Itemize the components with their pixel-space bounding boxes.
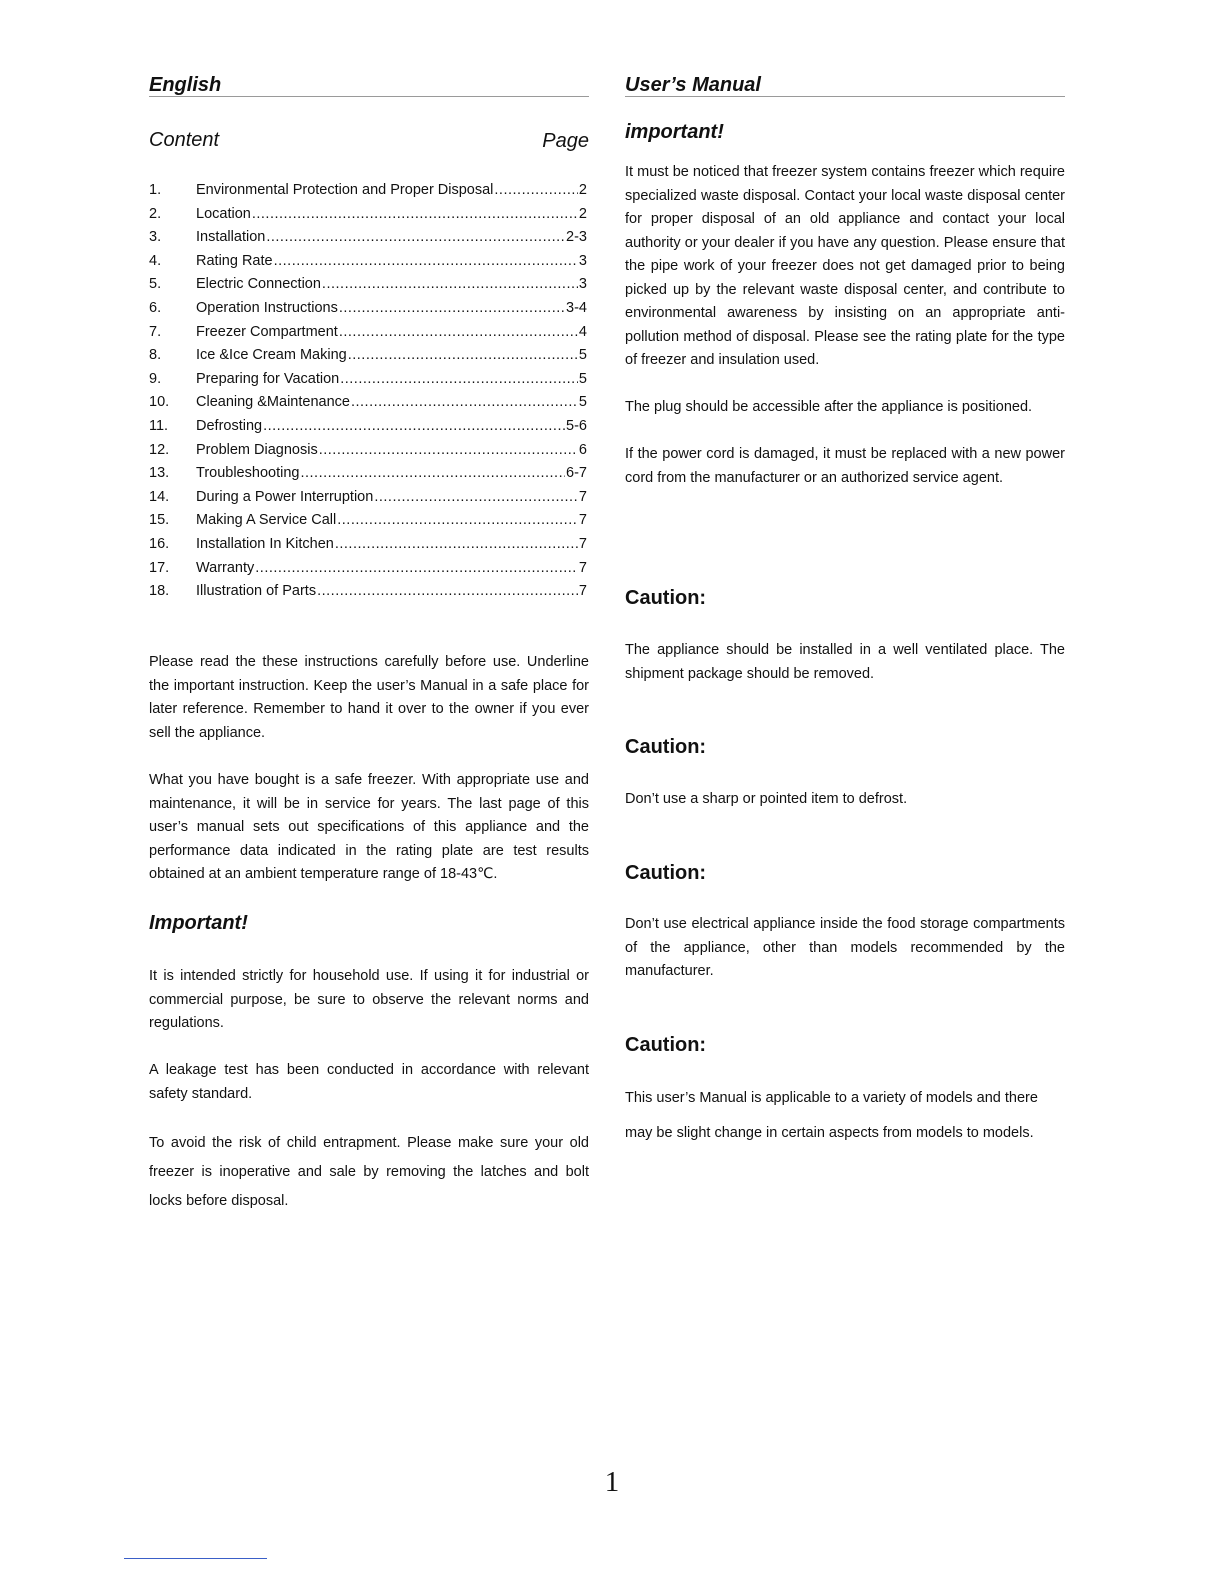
toc-row: [149, 442, 587, 466]
power-cord-paragraph: If the power cord is damaged, it must be replaced with a new power cord from the manufacturer or an authorized service agent.: [625, 446, 1065, 486]
caution-heading-3: Caution:: [625, 862, 707, 884]
header-right-title: User’s Manual: [625, 74, 761, 96]
toc-leader-dots: [335, 536, 578, 552]
header-left-title: English: [149, 74, 222, 96]
toc-number: 18.: [149, 583, 170, 600]
toc-page: 6-7: [566, 465, 587, 482]
toc-number: 5.: [149, 276, 162, 293]
caution-heading-2: Caution:: [625, 736, 707, 758]
toc-page: 7: [578, 583, 587, 600]
toc-number: 7.: [149, 323, 162, 340]
toc-page: 7: [578, 512, 587, 529]
toc-leader-dots: [255, 560, 578, 576]
toc-row: [149, 583, 587, 607]
toc-title: Troubleshooting: [196, 465, 300, 482]
toc-number: 4.: [149, 252, 162, 269]
table-of-contents: [149, 182, 587, 607]
toc-number: 15.: [149, 512, 170, 529]
toc-leader-dots: [252, 206, 578, 222]
toc-title: Defrosting: [196, 417, 263, 434]
toc-leader-dots: [351, 394, 578, 410]
toc-leader-dots: [319, 442, 578, 458]
toc-title: Electric Connection: [196, 276, 321, 293]
toc-row: [149, 229, 587, 253]
toc-row: [149, 465, 587, 489]
footer-link-underline: [124, 1558, 267, 1559]
toc-title: During a Power Interruption: [196, 488, 374, 505]
toc-leader-dots: [322, 276, 578, 292]
toc-number: 17.: [149, 559, 170, 576]
toc-page: 6: [578, 441, 587, 458]
caution-text-3: Don’t use electrical appliance inside the food storage compartments of the appliance, other than models recommended by the manufacturer.: [625, 916, 1065, 979]
toc-leader-dots: [317, 583, 578, 599]
caution-text-1: The appliance should be installed in a well ventilated place. The shipment package should be removed.: [625, 642, 1065, 682]
leakage-test-paragraph: A leakage test has been conducted in accordance with relevant safety standard.: [149, 1062, 589, 1102]
toc-row: [149, 394, 587, 418]
toc-page: 3-4: [566, 299, 587, 316]
toc-leader-dots: [339, 300, 565, 316]
toc-number: 1.: [149, 182, 162, 198]
toc-page: 2: [578, 205, 587, 222]
toc-row: [149, 206, 587, 230]
toc-row: [149, 418, 587, 442]
content-heading: [149, 127, 589, 153]
toc-title: Freezer Compartment: [196, 323, 338, 340]
toc-number: 12.: [149, 441, 170, 458]
toc-title: Operation Instructions: [196, 299, 338, 316]
toc-page: 7: [578, 488, 587, 505]
header-right-rule: [625, 96, 1065, 97]
caution-heading-4: Caution:: [625, 1034, 707, 1056]
toc-title: Installation: [196, 229, 266, 246]
toc-number: 9.: [149, 370, 162, 387]
toc-row: [149, 371, 587, 395]
toc-leader-dots: [348, 347, 578, 363]
plug-paragraph: The plug should be accessible after the appliance is positioned.: [625, 399, 1033, 415]
child-entrapment-paragraph: To avoid the risk of child entrapment. Please make sure your old freezer is inoperative and sale by removing the latches and bolt locks before disposal.: [149, 1135, 589, 1209]
toc-title: Preparing for Vacation: [196, 370, 340, 387]
toc-title: Making A Service Call: [196, 512, 337, 529]
toc-page: 3: [578, 252, 587, 269]
toc-row: [149, 489, 587, 513]
toc-row: [149, 560, 587, 584]
toc-leader-dots: [494, 182, 578, 198]
toc-number: 16.: [149, 535, 170, 552]
caution-heading-1: Caution:: [625, 587, 707, 609]
toc-leader-dots: [337, 512, 578, 528]
toc-number: 13.: [149, 465, 170, 482]
disposal-paragraph: It must be noticed that freezer system contains freezer which require specialized waste disposal. Contact your local waste disposal center for proper disposal of an old appliance and contact your local authority or your dealer if you have any question. Please ensure that the pipe work of your freezer does not get damaged prior to being picked up by the relevant waste disposal center, and contribute to environmental awareness by insisting on an appropriate anti-pollution method of disposal. Please see the rating plate for the type of freezer and insulation used.: [625, 164, 1065, 368]
toc-title: Ice &Ice Cream Making: [196, 347, 347, 364]
caution-text-4-line-1: This user’s Manual is applicable to a variety of models and there: [625, 1090, 1038, 1106]
toc-row: [149, 276, 587, 300]
toc-page: 2: [578, 182, 587, 198]
header-left-rule: [149, 96, 589, 97]
toc-number: 11.: [149, 417, 169, 434]
toc-number: 3.: [149, 229, 162, 246]
content-title: Content: [149, 129, 220, 151]
toc-page: 7: [578, 559, 587, 576]
page-column-label: Page: [542, 130, 589, 152]
toc-title: Problem Diagnosis: [196, 441, 318, 458]
toc-page: 5: [578, 347, 587, 364]
toc-row: [149, 182, 587, 206]
toc-page: 2-3: [566, 229, 587, 246]
toc-page: 5: [578, 394, 587, 411]
caution-text-2: Don’t use a sharp or pointed item to defrost.: [625, 791, 908, 807]
page-number: 1: [604, 1466, 620, 1498]
toc-page: 5: [578, 370, 587, 387]
intro-paragraph: Please read the these instructions carefully before use. Underline the important instruction. Keep the user’s Manual in a safe place for later reference. Remember to hand it over to the owner if you ever sell the appliance.: [149, 654, 589, 741]
household-use-paragraph: It is intended strictly for household use. If using it for industrial or commercial purpose, be sure to observe the relevant norms and regulations.: [149, 968, 589, 1031]
toc-page: 7: [578, 535, 587, 552]
toc-number: 6.: [149, 299, 162, 316]
toc-row: [149, 512, 587, 536]
important-heading-right: important!: [625, 121, 724, 143]
toc-title: Rating Rate: [196, 252, 273, 269]
toc-row: [149, 300, 587, 324]
toc-title: Warranty: [196, 559, 255, 576]
toc-leader-dots: [266, 229, 565, 245]
important-heading-left: Important!: [149, 912, 248, 934]
toc-leader-dots: [340, 371, 578, 387]
toc-row: [149, 347, 587, 371]
toc-row: [149, 536, 587, 560]
toc-number: 8.: [149, 347, 162, 364]
toc-leader-dots: [300, 465, 565, 481]
toc-leader-dots: [339, 324, 578, 340]
toc-title: Cleaning &Maintenance: [196, 394, 350, 411]
toc-number: 10.: [149, 394, 170, 411]
caution-text-4-line-2: may be slight change in certain aspects from models to models.: [625, 1125, 1034, 1141]
toc-leader-dots: [263, 418, 565, 434]
toc-page: 5-6: [566, 417, 587, 434]
toc-number: 2.: [149, 205, 162, 222]
toc-row: [149, 253, 587, 277]
toc-row: [149, 324, 587, 348]
toc-leader-dots: [274, 253, 578, 269]
safe-freezer-paragraph: What you have bought is a safe freezer. With appropriate use and maintenance, it will be in service for years. The last page of this user’s manual sets out specifications of this appliance and the performance data indicated in the rating plate are test results obtained at an ambient temperature range of 18-43℃.: [149, 772, 589, 882]
toc-title: Location: [196, 205, 251, 222]
toc-title: Installation In Kitchen: [196, 535, 334, 552]
toc-page: 4: [578, 323, 587, 340]
toc-title: Illustration of Parts: [196, 583, 317, 600]
toc-title: Environmental Protection and Proper Disposal: [196, 182, 494, 198]
toc-leader-dots: [374, 489, 578, 505]
toc-page: 3: [578, 276, 587, 293]
toc-number: 14.: [149, 488, 170, 505]
